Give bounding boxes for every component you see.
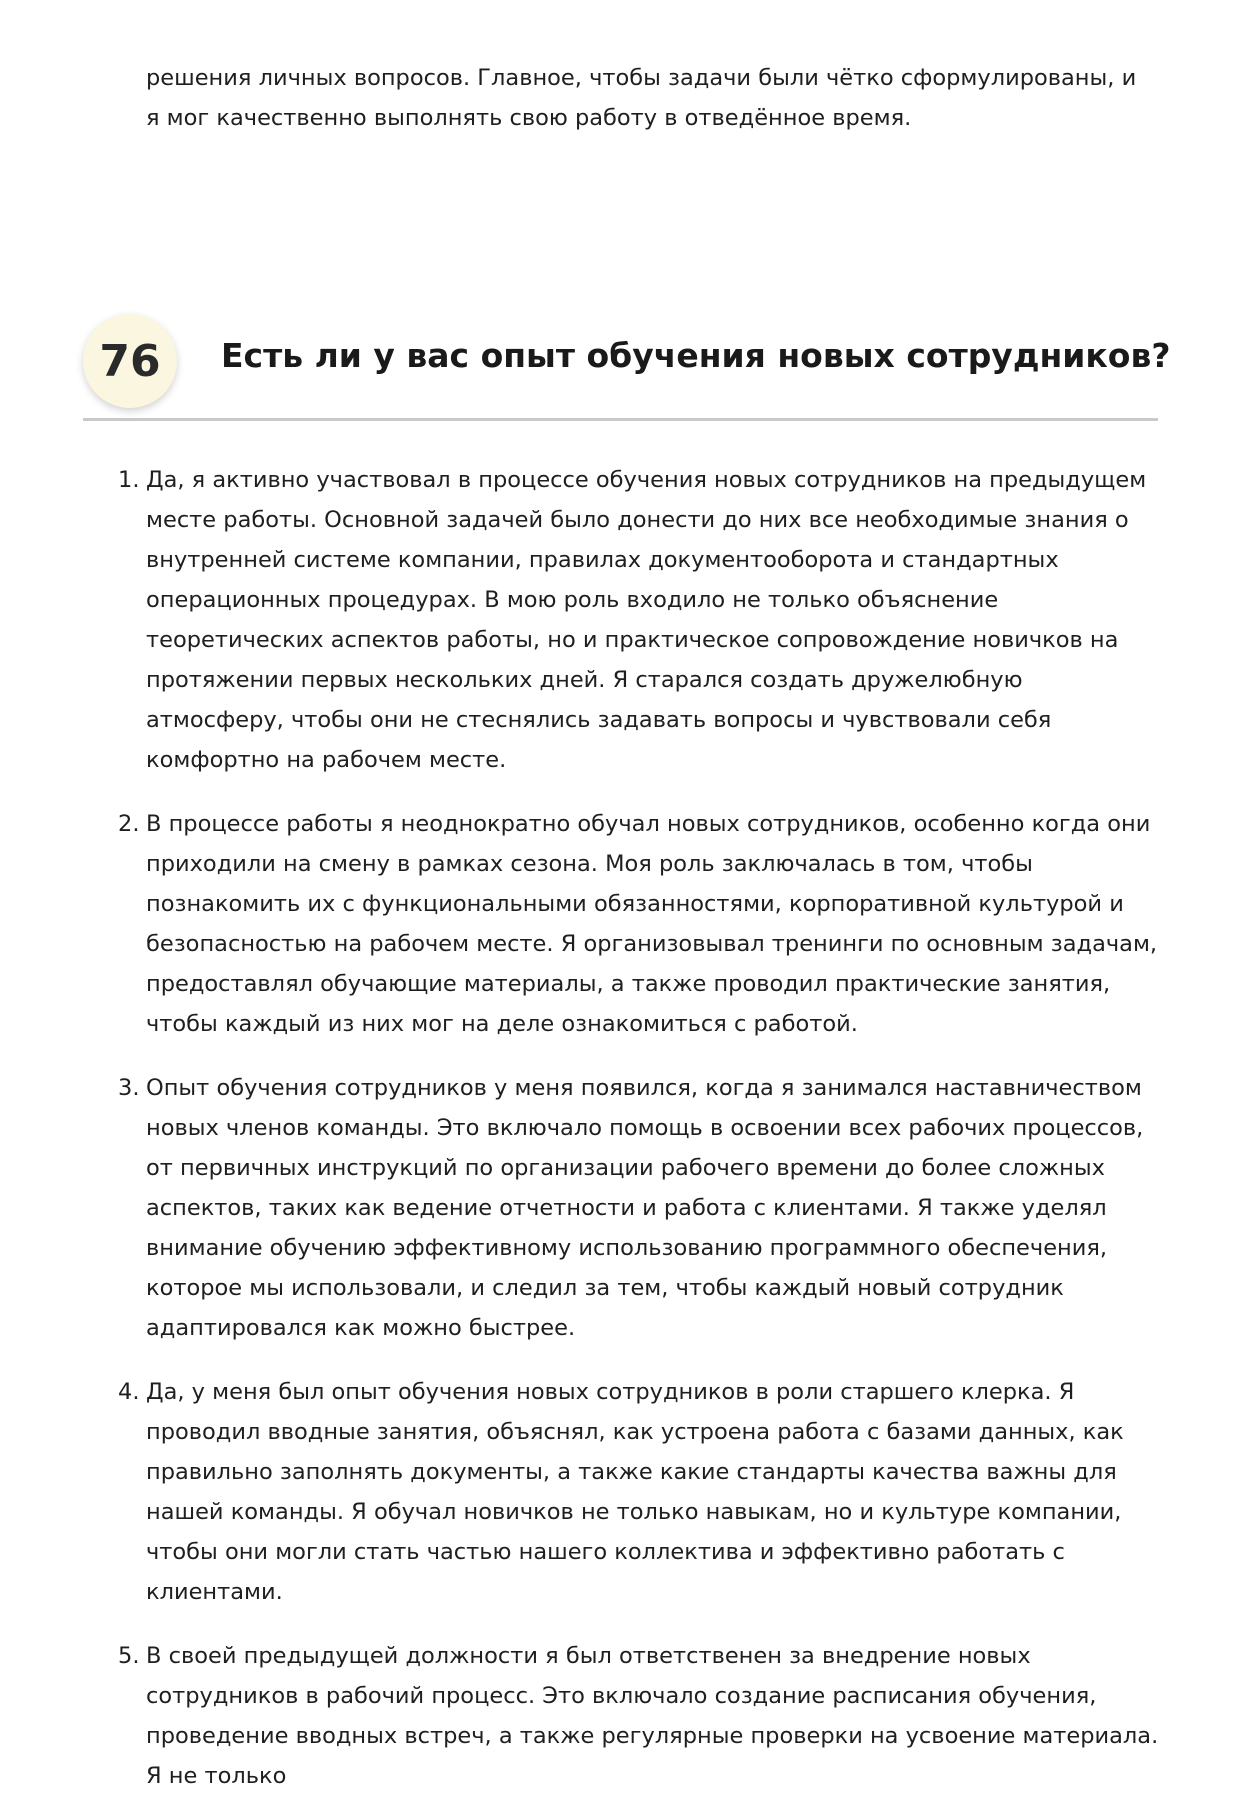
- answer-text: В процессе работы я неоднократно обучал новых сотрудников, особенно когда они приходили на смену в рамках сезона. Моя роль заключалась в том, чтобы познакомить их с функциональными обязанностями, корпоративной культурой и безопасностью на рабочем месте. Я организовывал тренинги по основным задачам, предоставлял обучающие материалы, а также проводил практические занятия, чтобы каждый из них мог на деле ознакомиться с работой.: [146, 811, 1158, 1037]
- answer-number: 2.: [118, 811, 140, 837]
- question-title: Есть ли у вас опыт обучения новых сотрудников?: [221, 336, 1171, 375]
- answer-text: Опыт обучения сотрудников у меня появился, когда я занимался наставничеством новых членов команды. Это включало помощь в освоении всех рабочих процессов, от первичных инструкций по организации рабочего времени до более сложных аспектов, таких как ведение отчетности и работа с клиентами. Я также уделял внимание обучению эффективному использованию программного обеспечения, которое мы использовали, и следил за тем, чтобы каждый новый сотрудник адаптировался как можно быстрее.: [146, 1075, 1144, 1341]
- answer-number: 5.: [118, 1643, 140, 1669]
- answer-item: [112, 1636, 1162, 1796]
- answer-number: 1.: [118, 467, 140, 493]
- question-number-badge: 76: [83, 314, 177, 408]
- intro-paragraph: [146, 58, 1146, 138]
- answer-item: [112, 804, 1162, 1044]
- answer-item: [112, 1372, 1162, 1612]
- section-header: [83, 314, 1171, 420]
- answer-text: В своей предыдущей должности я был ответственен за внедрение новых сотрудников в рабочий процесс. Это включало создание расписания обучения, проведение вводных встреч, а также регулярные проверки на усвоение материала. Я не только: [146, 1643, 1159, 1789]
- title-divider: [83, 418, 1158, 421]
- answer-item: [112, 1068, 1162, 1348]
- answer-text: Да, я активно участвовал в процессе обучения новых сотрудников на предыдущем месте работы. Основной задачей было донести до них все необходимые знания о внутренней системе компании, правилах документооборота и стандартных операционных процедурах. В мою роль входило не только объяснение теоретических аспектов работы, но и практическое сопровождение новичков на протяжении первых нескольких дней. Я старался создать дружелюбную атмосферу, чтобы они не стеснялись задавать вопросы и чувствовали себя комфортно на рабочем месте.: [146, 467, 1147, 773]
- answer-list: [112, 460, 1162, 1820]
- answer-item: [112, 460, 1162, 780]
- answer-number: 4.: [118, 1379, 140, 1405]
- intro-text: решения личных вопросов. Главное, чтобы задачи были чётко сформулированы, и я мог качественно выполнять свою работу в отведённое время.: [146, 65, 1137, 131]
- answer-text: Да, у меня был опыт обучения новых сотрудников в роли старшего клерка. Я проводил вводные занятия, объяснял, как устроена работа с базами данных, как правильно заполнять документы, а также какие стандарты качества важны для нашей команды. Я обучал новичков не только навыкам, но и культуре компании, чтобы они могли стать частью нашего коллектива и эффективно работать с клиентами.: [146, 1379, 1124, 1605]
- answer-number: 3.: [118, 1075, 140, 1101]
